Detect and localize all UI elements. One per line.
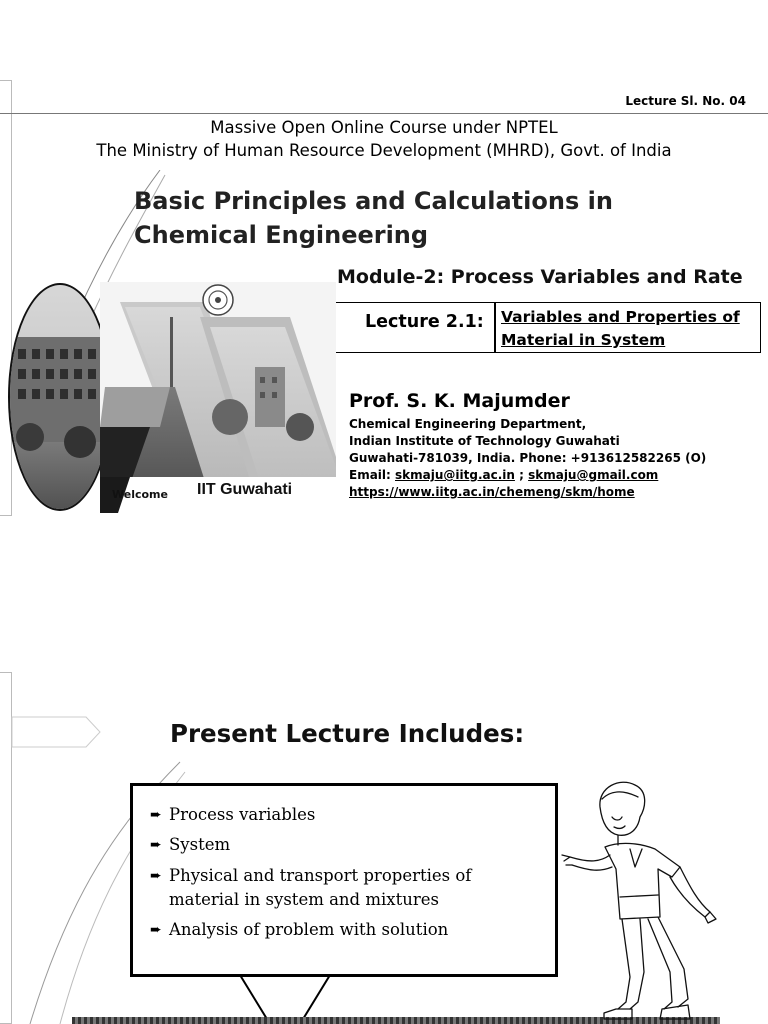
header-rule (0, 113, 768, 114)
lecture-topic (501, 306, 740, 352)
lecture-box (334, 302, 761, 353)
list-item (150, 803, 316, 827)
course-title-line-1: Basic Principles and Calculations in (134, 187, 613, 215)
email-label: Email: (349, 468, 396, 482)
email-link-2[interactable]: skmaju@gmail.com (528, 468, 659, 482)
lecture-topic-line-2: Material in System (501, 331, 666, 349)
course-title-line-2: Chemical Engineering (134, 221, 429, 249)
lecture-number: Lecture 2.1: (365, 312, 484, 332)
website-link[interactable]: https://www.iitg.ac.in/chemeng/skm/home (349, 485, 635, 499)
lecture-box-divider (494, 303, 496, 352)
list-item-line-1: Process variables (169, 805, 316, 824)
list-item (150, 918, 449, 942)
email-link-1[interactable]: skmaju@iitg.ac.in (395, 468, 515, 482)
website-line (349, 484, 635, 501)
right-pointing-hand-icon: ➨ (150, 868, 162, 884)
slide-title: Present Lecture Includes: (170, 719, 525, 748)
email-separator: ; (514, 468, 529, 482)
contents-slide (0, 672, 768, 1024)
lecture-topic-line-1: Variables and Properties of (501, 308, 740, 326)
right-pointing-hand-icon: ➨ (150, 807, 162, 823)
institute: Indian Institute of Technology Guwahati (349, 434, 620, 448)
email-line (349, 467, 658, 484)
list-item-line-1: Physical and transport properties of (169, 866, 472, 885)
right-pointing-hand-icon: ➨ (150, 837, 162, 853)
course-title (134, 184, 694, 252)
course-line-1: Massive Open Online Course under NPTEL (210, 118, 558, 137)
list-item-line-1: Analysis of problem with solution (169, 920, 449, 939)
course-line-2: The Ministry of Human Resource Development (MHRD), Govt. of India (96, 141, 672, 160)
welcome-label: Welcome (112, 488, 168, 501)
list-item-line-2: material in system and mixtures (169, 890, 439, 909)
right-pointing-hand-icon: ➨ (150, 922, 162, 938)
professor-name: Prof. S. K. Majumder (349, 390, 570, 412)
lecture-serial-number: Lecture Sl. No. 04 (625, 94, 746, 108)
list-item (150, 833, 231, 857)
address-phone: Guwahati-781039, India. Phone: +913612582265 (O) (349, 451, 707, 465)
department: Chemical Engineering Department, (349, 417, 587, 431)
title-slide (0, 80, 768, 516)
man-pointing-illustration (560, 777, 730, 1022)
iitg-logo-icon (203, 285, 233, 315)
list-item (150, 864, 472, 912)
campus-photo-collage (0, 277, 336, 513)
contents-box (130, 783, 558, 977)
module-title: Module-2: Process Variables and Rate (337, 266, 743, 288)
list-item-line-1: System (169, 835, 231, 854)
iit-guwahati-label: IIT Guwahati (197, 481, 293, 498)
arrow-tab-shape (0, 716, 102, 748)
